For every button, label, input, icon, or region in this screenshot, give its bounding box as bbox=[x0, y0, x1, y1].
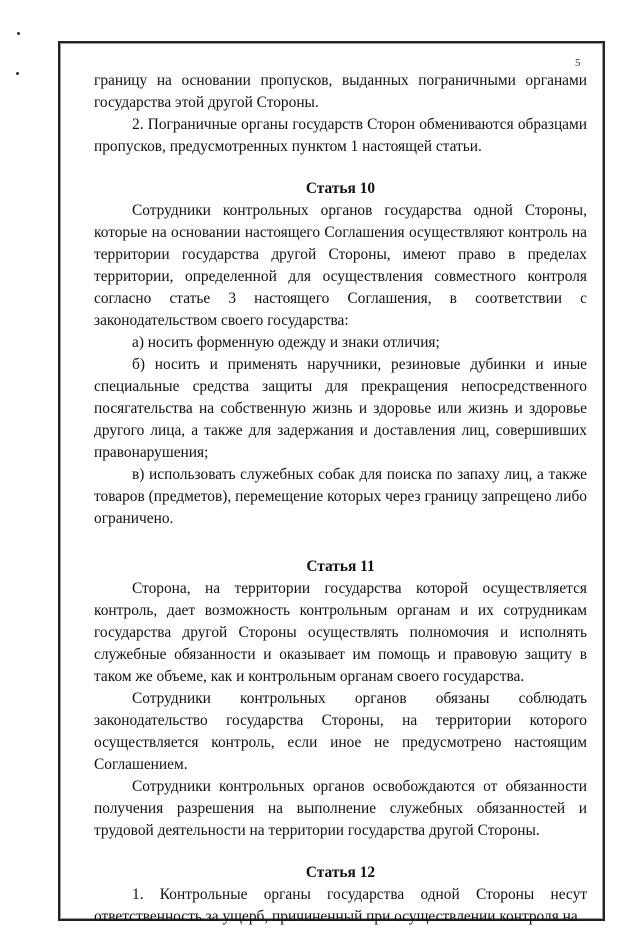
article-10-paragraph-2: а) носить форменную одежду и знаки отличия; bbox=[132, 334, 440, 351]
article-10-paragraph-1: Сотрудники контрольных органов государства одной Стороны, которые на основании настоящего Соглашения осуществляют контроль на территории государства другой Стороны, имеют право в пределах территории, определенной для осуществления совместного контроля согласно статье 3 настоящего Соглашения, в соответствии с законодательством своего государства: bbox=[94, 202, 587, 329]
spacer bbox=[94, 158, 587, 178]
article-11-paragraph-3: Сотрудники контрольных органов освобождаются от обязанности получения разрешения на выполнение служебных обязанностей и трудовой деятельности на территории государства другой Стороны. bbox=[94, 778, 587, 839]
spacer bbox=[94, 842, 587, 862]
page-number: 5 bbox=[575, 57, 581, 69]
continuation-paragraph-1: границу на основании пропусков, выданных пограничными органами государства этой другой Стороны. bbox=[94, 72, 587, 111]
article-12-heading: Статья 12 bbox=[305, 864, 376, 881]
article-10-paragraph-3: б) носить и применять наручники, резиновые дубинки и иные специальные средства защиты для прекращения непосредственного посягательства на собственную жизнь и здоровье или жизнь и здоровье другого лица, а также для задержания и доставления лиц, совершивших правонарушения; bbox=[94, 356, 587, 461]
article-10-paragraph-4: в) использовать служебных собак для поиска по запаху лиц, а также товаров (предметов), перемещение которых через границу запрещено либо ограничено. bbox=[94, 466, 587, 527]
article-11-heading: Статья 11 bbox=[306, 558, 375, 575]
scan-speck-bottom bbox=[16, 72, 19, 75]
article-11-paragraph-2: Сотрудники контрольных органов обязаны соблюдать законодательство государства Стороны, на территории которого осуществляется контроль, если иное не предусмотрено настоящим Соглашением. bbox=[94, 690, 587, 773]
article-10-heading: Статья 10 bbox=[305, 180, 376, 197]
document-body bbox=[94, 70, 587, 928]
article-11-paragraph-1: Сторона, на территории государства которой осуществляется контроль, дает возможность контрольным органам и их сотрудникам государства другой Стороны осуществлять полномочия и исполнять служебные обязанности и оказывает им помощь и правовую защиту в таком же объеме, как и контрольным органам своего государства. bbox=[94, 580, 587, 685]
continuation-paragraph-2: 2. Пограничные органы государств Сторон обмениваются образцами пропусков, предусмотренных пунктом 1 настоящей статьи. bbox=[94, 116, 587, 155]
spacer bbox=[94, 530, 587, 556]
scan-speck-top bbox=[17, 32, 20, 35]
article-12-paragraph-1: 1. Контрольные органы государства одной Стороны несут ответственность за ущерб, причиненный при осуществлении контроля на bbox=[94, 886, 587, 925]
